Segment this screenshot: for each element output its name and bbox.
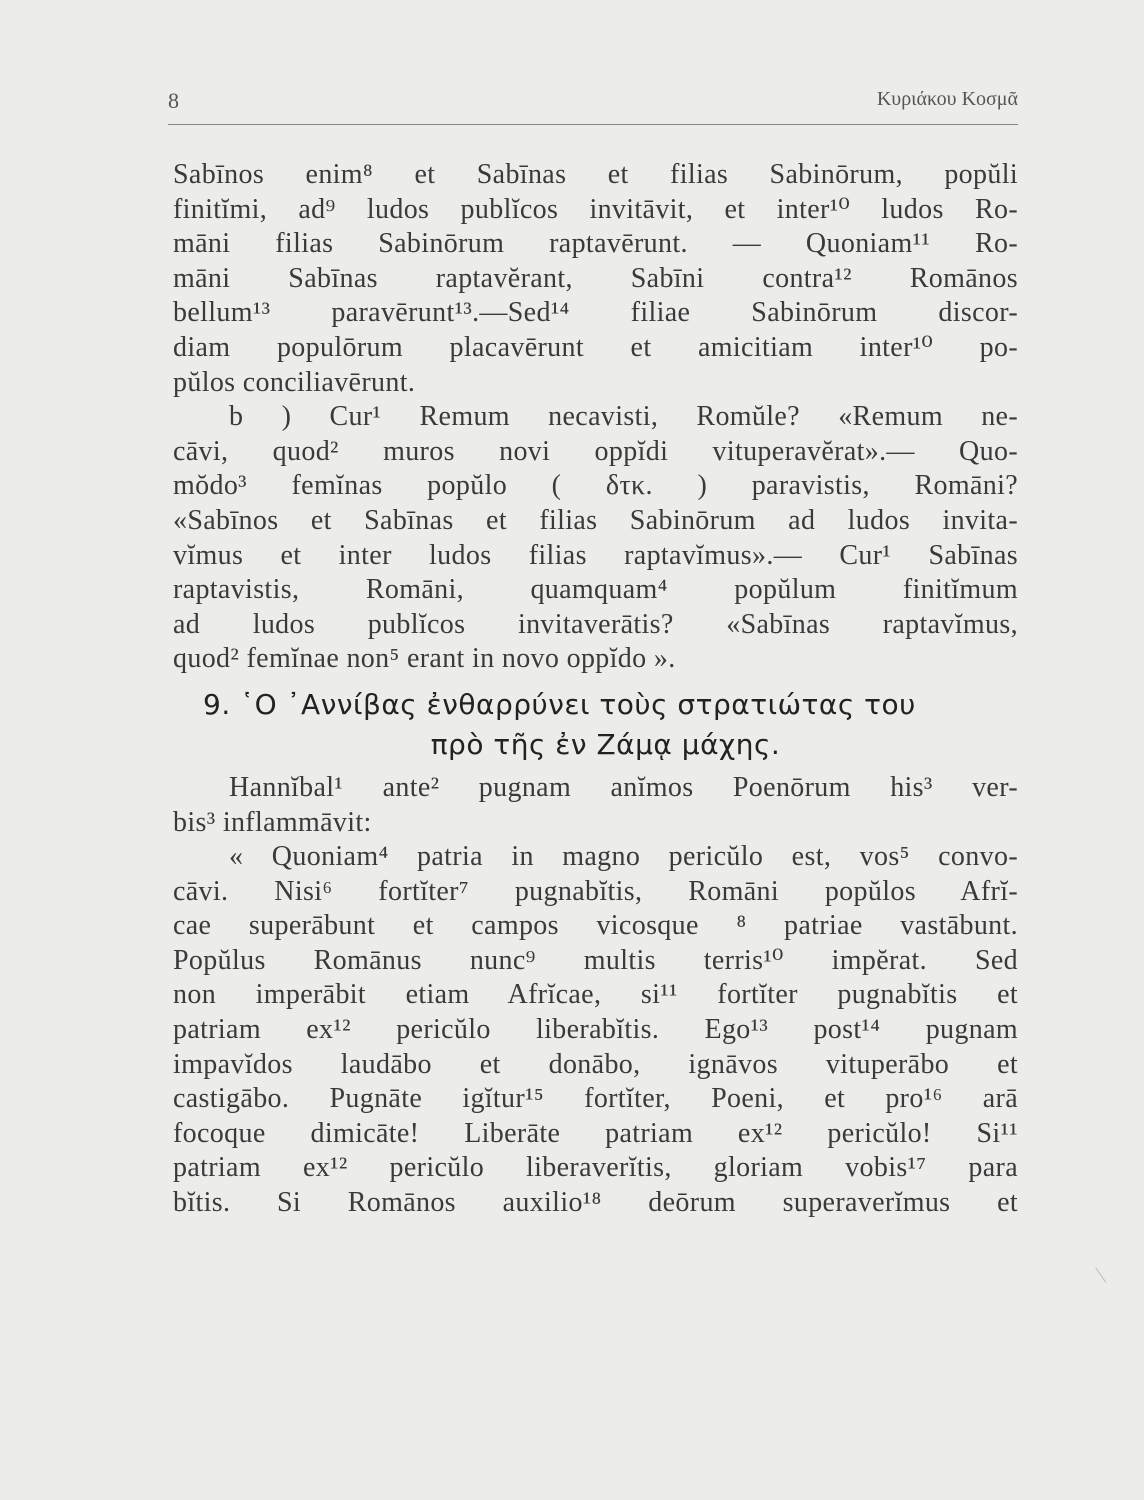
text-line: Popŭlus Romānus nunc⁹ multis terris¹⁰ impĕrat. Sed (173, 944, 1018, 976)
text-line: non imperābit etiam Afrĭcae, si¹¹ fortĭter pugnabĭtis et (173, 979, 1018, 1011)
paragraph-hannibal-intro (173, 771, 1018, 840)
text-line: cāvi, quod² muros novi oppĭdi vituperavĕrat».— Quo- (173, 435, 1018, 467)
text-line: Sabīnos enim⁸ et Sabīnas et filias Sabinōrum, popŭli (173, 159, 1018, 190)
text-line: patriam ex¹² pericŭlo liberaverĭtis, gloriam vobis¹⁷ para (173, 1152, 1018, 1184)
text-line: b ) Cur¹ Remum necavisti, Romŭle? «Remum ne- (229, 401, 1018, 433)
text-line: Hannĭbal¹ ante² pugnam anĭmos Poenōrum his³ ver- (229, 771, 1018, 803)
text-line: « Quoniam⁴ patria in magno pericŭlo est, vos⁵ convo- (229, 841, 1018, 873)
text-line: patriam ex¹² pericŭlo liberabĭtis. Ego¹³ post¹⁴ pugnam (173, 1014, 1018, 1046)
main-text (173, 158, 1018, 1221)
text-line: cae superābunt et campos vicosque ⁸ patriae vastābunt. (173, 910, 1018, 942)
text-line: raptavistis, Romāni, quamquam⁴ popŭlum finitĭmum (173, 574, 1018, 606)
paragraph-sabines (173, 158, 1018, 400)
text-line: bis³ inflammāvit: (173, 806, 372, 838)
text-line: impavĭdos laudābo et donābo, ignāvos vituperābo et (173, 1048, 1018, 1080)
text-line: māni filias Sabinōrum raptavērunt. — Quoniam¹¹ Ro- (173, 228, 1018, 260)
text-line: diam populōrum placavērunt et amicitiam inter¹⁰ po- (173, 331, 1018, 363)
text-line: bellum¹³ paravērunt¹³.—Sed¹⁴ filiae Sabinōrum discor- (173, 297, 1018, 329)
text-line: mŏdo³ femĭnas popŭlo ( δτκ. ) paravistis, Romāni? (173, 470, 1018, 502)
paper-speck (1095, 1265, 1109, 1283)
paragraph-hannibal-speech (173, 840, 1018, 1221)
running-head-author: Κυριάκου Κοσμᾶ (876, 88, 1018, 110)
section-heading-line: πρὸ τῆς ἐν Ζάμᾳ μάχης. (430, 727, 781, 761)
text-line: ad ludos publĭcos invitaverātis? «Sabīnas raptavĭmus, (173, 608, 1018, 640)
section-heading (173, 685, 1018, 765)
header-rule (168, 124, 1018, 125)
running-head (168, 88, 1018, 118)
text-line: vĭmus et inter ludos filias raptavĭmus».— Cur¹ Sabīnas (173, 539, 1018, 571)
text-line: māni Sabīnas raptavĕrant, Sabīni contra¹² Romānos (173, 262, 1018, 294)
paragraph-romulus (173, 400, 1018, 677)
text-line: cāvi. Nisi⁶ fortĭter⁷ pugnabĭtis, Romāni popŭlos Afrĭ- (173, 875, 1018, 907)
text-line: finitĭmi, ad⁹ ludos publĭcos invitāvit, et inter¹⁰ ludos Ro- (173, 193, 1018, 225)
section-heading-line: 9. ῾Ο ᾿Αννίβας ἐνθαρρύνει τοὺς στρατιώτας του (203, 687, 916, 721)
text-line: «Sabīnos et Sabīnas et filias Sabinōrum ad ludos invita- (173, 504, 1018, 536)
text-line: focoque dimicāte! Liberāte patriam ex¹² pericŭlo! Si¹¹ (173, 1117, 1018, 1149)
text-line: bĭtis. Si Romānos auxilio¹⁸ deōrum superaverĭmus et (173, 1187, 1018, 1219)
text-line: quod² femĭnae non⁵ erant in novo oppĭdo ». (173, 643, 676, 675)
page-number: 8 (168, 88, 179, 113)
text-line: castigābo. Pugnāte igĭtur¹⁵ fortĭter, Poeni, et pro¹⁶ arā (173, 1083, 1018, 1115)
text-line: pŭlos conciliavērunt. (173, 366, 416, 398)
